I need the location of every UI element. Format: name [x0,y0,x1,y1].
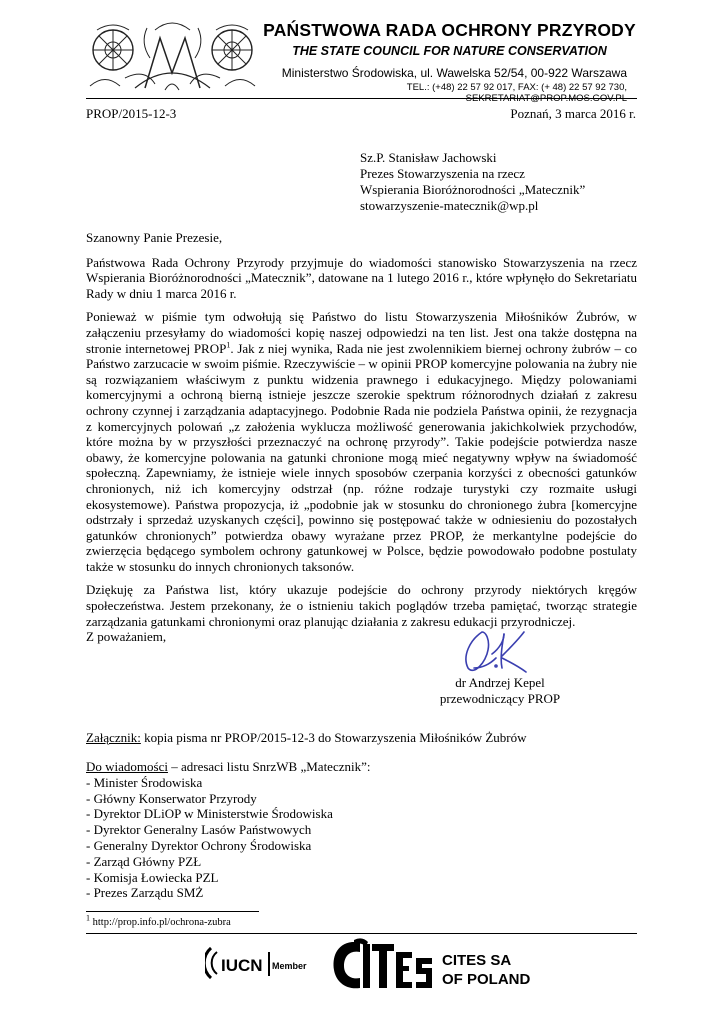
org-name-en: THE STATE COUNCIL FOR NATURE CONSERVATION [292,44,607,58]
recipients-intro: – adresaci listu SnrzWB „Matecznik”: [167,759,371,774]
signer-block [430,675,570,706]
paragraph-2-text-b: . Jak z niej wynika, Rada nie jest zwolennikiem biernej ochrony żubrów – co Państwo zarzucacie w swoim piśmie. Rzeczywiście – w opinii PROP komercyjne polowania na żubry nie są rozwiązaniem właściwym z punktu widzenia prawnego i edukacyjnego. Między polowaniami komercyjnymi a ochroną bierną istnieje jeszcze szerokie spektrum różnorodnych działań z zakresu ochrony czynnej i zarządzania adaptacyjnego. Podobnie Rada nie podziela Państwa opinii, że rezygnacja z komercyjnych polowań „z założenia wyklucza możliwość generowania jakichkolwiek przychodów, które można by w przyszłości przeznaczyć na ochronę przyrody”. Takie podejście potwierdza nasze obawy, że komercyjne polowania na gatunki chronione mogą mieć negatywny wpływ na świadomość społeczną. Zapewniamy, że istnieje wiele innych sposobów czerpania korzyści z obecności gatunków chronionych, niż ich komercyjny odstrzał (np. różne rodzaje turystyki czy rozmaite usługi ekosystemowe). Państwa propozycja, iż „podobnie jak w stosunku do chronionego żubra [komercyjne odstrzały i sprzedaż uzyskanych części], powinno się postępować także w odniesieniu do pozostałych gatunków chronionych” potwierdza obawy wyrażane przez PROP, że merkantylne podejście do zwierzęcia będącego symbolem ochrony gatunkowej w Polsce, będzie powodowało podobne postulaty także w stosunku do innych chronionych taksonów. [86,340,637,574]
institution-header [262,20,637,104]
list-item: - Dyrektor Generalny Lasów Państwowych [86,822,312,838]
footnote-divider [86,911,259,912]
footnote-link[interactable]: http://prop.info.pl/ochrona-zubra [90,917,231,928]
letter-body [86,230,637,637]
list-item: - Dyrektor DLiOP w Ministerstwie Środowiska [86,806,333,822]
handwritten-signature-icon [452,622,542,678]
list-item: - Minister Środowiska [86,774,203,790]
cites-line-2: OF POLAND [442,971,531,988]
recipients-label: Do wiadomości [86,759,168,774]
signer-name: dr Andrzej Kepel [455,675,545,690]
list-item: - Zarząd Główny PZŁ [86,853,202,869]
org-name-pl: PAŃSTWOWA RADA OCHRONY PRZYRODY [263,20,636,40]
recipients-heading [86,759,370,775]
footnote [86,913,231,928]
list-item: - Główny Konserwator Przyrody [86,790,257,806]
footnote-marker: 1 [226,340,231,350]
list-item: - Prezes Zarządu SMŻ [86,885,204,901]
paragraph-2 [86,309,637,574]
addressee-line: Prezes Stowarzyszenia na rzecz [360,166,525,181]
paragraph-3: Dziękuję za Państwa list, który ukazuje podejście do ochrony przyrody niektórych kręgów społeczeństwa. Jestem przekonany, że o istnieniu takich poglądów trzeba pamiętać, tworząc strategie zarządzania gatunkami chronionymi oraz planując działania z zakresu edukacji przyrodniczej. [86,582,637,629]
list-item: - Komisja Łowiecka PZL [86,869,219,885]
attachment-label: Załącznik: [86,730,141,745]
org-address: Ministerstwo Środowiska, ul. Wawelska 52/54, 00-922 Warszawa [281,66,627,80]
paragraph-2-text-a: Ponieważ w piśmie tym odwołują się Państwo do listu Stowarzyszenia Miłośników Żubrów, w załączeniu przesyłamy do wiadomości kopię naszej odpowiedzi na ten list. Jest ona także dostępna na stronie internetowej PROP [86,309,637,356]
iucn-member-text: Member [272,961,307,971]
iucn-text: IUCN [221,956,263,975]
cites-logo-icon [332,938,642,994]
list-item: - Generalny Dyrektor Ochrony Środowiska [86,837,312,853]
recipients-block [86,759,370,901]
iucn-member-logo-icon [205,938,310,988]
footer-divider [86,933,637,934]
addressee-line: Sz.P. Stanisław Jachowski [360,150,497,165]
header-divider [86,98,637,99]
prop-floral-logo-icon [85,18,260,93]
addressee-email: stowarzyszenie-matecznik@wp.pl [360,198,539,213]
addressee-line: Wspierania Bioróżnorodności „Matecznik” [360,182,586,197]
cites-line-1: CITES SA [442,952,512,969]
paragraph-1: Państwowa Rada Ochrony Przyrody przyjmuje do wiadomości stanowisko Stowarzyszenia na rzecz Wspierania Bioróżnorodności „Matecznik”, datowane na 1 lutego 2016 r., które wpłynęło do Sekretariatu Rady w dniu 1 marca 2016 r. [86,254,637,301]
org-contact: TEL.: (+48) 22 57 92 017, FAX: (+ 48) 22 57 92 730, SEKRETARIAT@PROP.MOS.GOV.PL [406,82,627,104]
letter-date: Poznań, 3 marca 2016 r. [510,106,636,121]
addressee-block [360,150,585,214]
recipients-list [86,775,370,901]
letter-reference: PROP/2015-12-3 [86,106,177,121]
greeting: Szanowny Panie Prezesie, [86,230,223,245]
signer-title: przewodniczący PROP [439,690,561,706]
footnote-number: 1 [86,913,90,923]
attachment-text: kopia pisma nr PROP/2015-12-3 do Stowarzyszenia Miłośników Żubrów [140,730,527,745]
attachment-line [86,730,527,746]
closing: Z poważaniem, [86,629,167,644]
